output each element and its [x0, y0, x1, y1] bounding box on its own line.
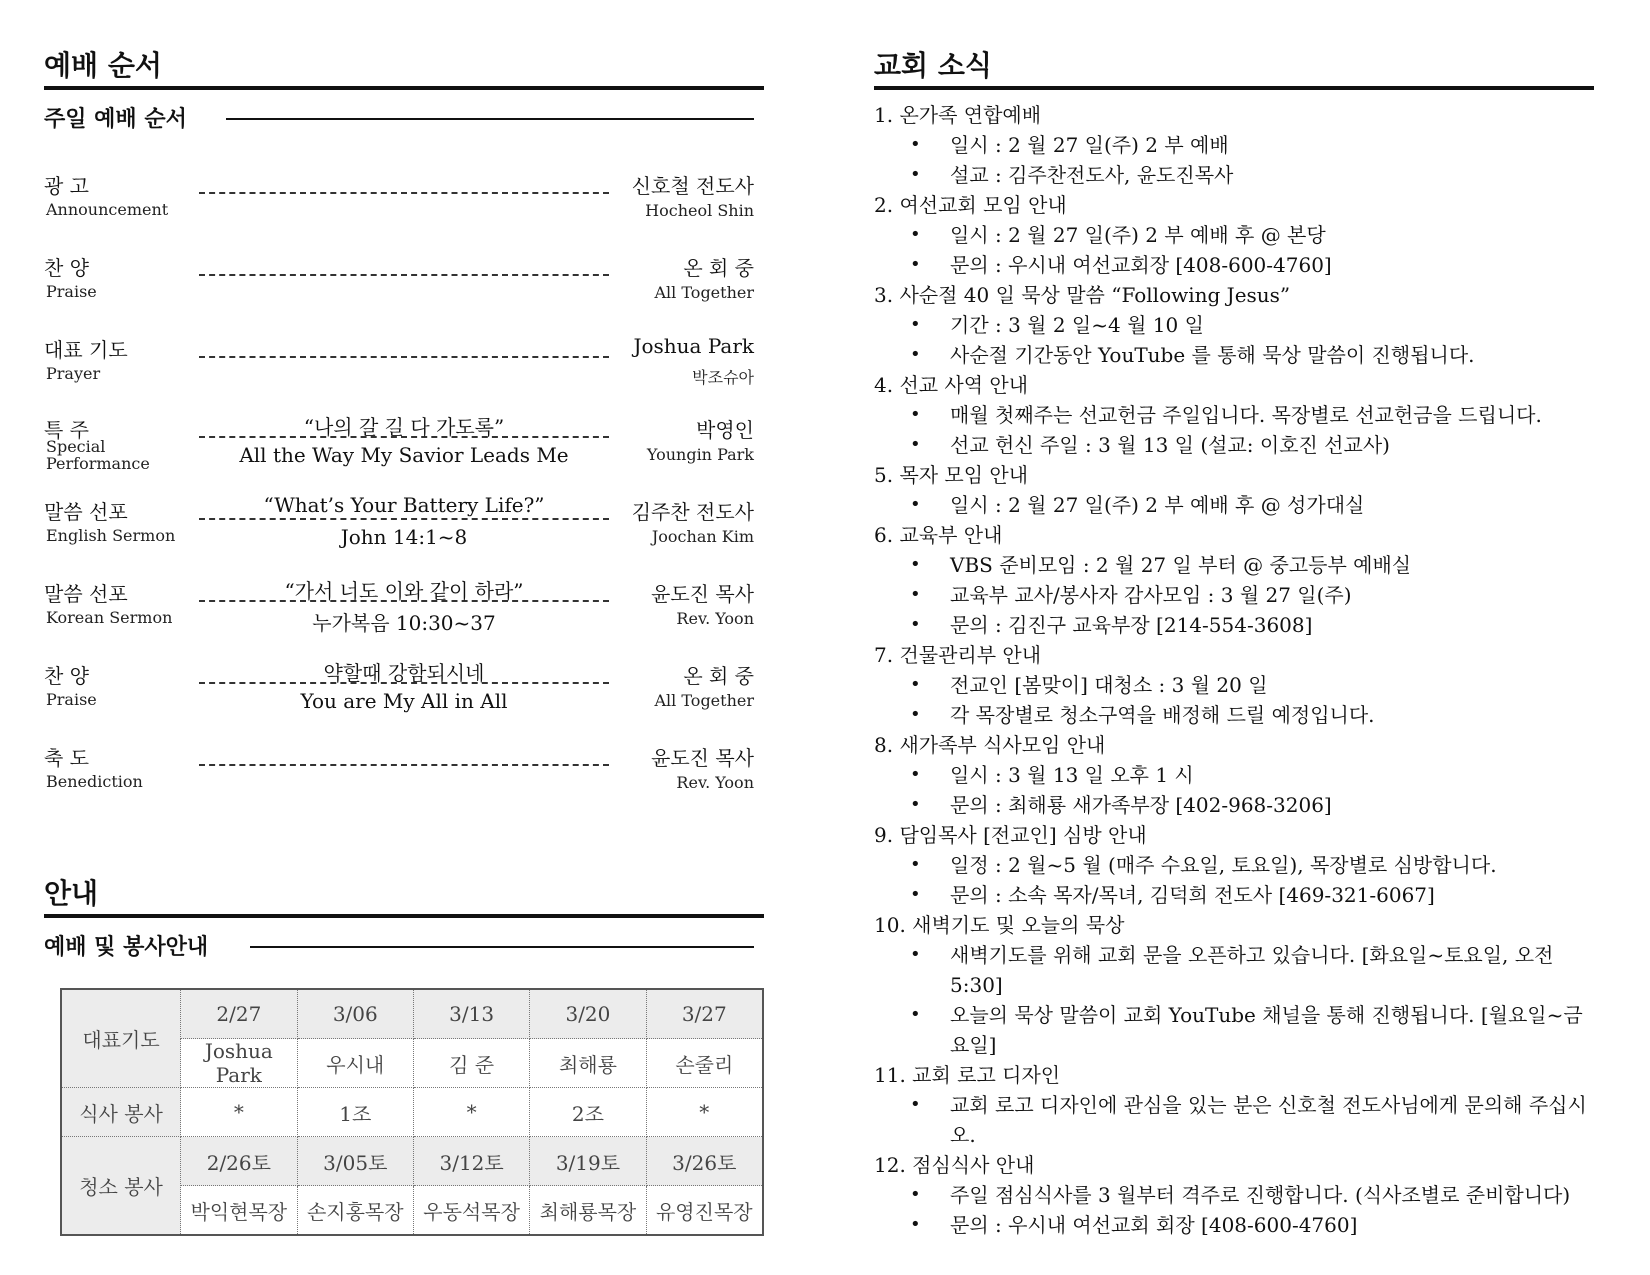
news-bullet: • 일시 : 3 월 13 일 오후 1 시	[950, 760, 1600, 790]
order-leader-ko: 온 회 중	[683, 664, 754, 688]
prayer-date: 3/20	[530, 989, 646, 1039]
news-item	[874, 460, 1600, 520]
order-subtitle: You are My All in All	[300, 689, 508, 713]
order-item-english-sermon	[44, 493, 754, 562]
news-bullet: • 문의 : 최해룡 새가족부장 [402-968-3206]	[950, 790, 1600, 820]
news-item-heading: 11. 교회 로고 디자인	[874, 1063, 1061, 1087]
order-item-prayer	[44, 334, 754, 400]
news-bullet: • 문의 : 우시내 여선교회 회장 [408-600-4760]	[950, 1210, 1600, 1240]
title-divider	[44, 86, 764, 90]
news-bullet: • VBS 준비모임 : 2 월 27 일 부터 @ 중고등부 예배실	[950, 550, 1600, 580]
news-bullet: • 교육부 교사/봉사자 감사모임 : 3 월 27 일(주)	[950, 580, 1600, 610]
news-bullet: • 문의 : 소속 목자/목녀, 김덕희 전도사 [469-321-6067]	[950, 880, 1600, 910]
order-leader-en: Rev. Yoon	[676, 609, 754, 628]
prayer-name: Joshua Park	[181, 1039, 298, 1088]
order-subtitle: John 14:1~8	[340, 525, 468, 549]
news-item	[874, 640, 1600, 730]
sunday-order-subtitle: 주일 예배 순서	[44, 107, 187, 132]
news-item-heading: 7. 건물관리부 안내	[874, 643, 1042, 667]
meal-value: 1조	[297, 1088, 413, 1137]
meal-value: *	[413, 1088, 529, 1137]
news-bullet: • 전교인 [봄맞이] 대청소 : 3 월 20 일	[950, 670, 1600, 700]
meal-row-label: 식사 봉사	[61, 1088, 181, 1137]
order-en-label: Prayer	[46, 364, 101, 383]
prayer-name: 최해룡	[530, 1039, 646, 1088]
news-bullet: • 주일 점심식사를 3 월부터 격주로 진행합니다. (식사조별로 준비합니다)	[950, 1180, 1600, 1210]
order-leader-ko: Joshua Park	[633, 334, 754, 358]
order-en-label: English Sermon	[46, 526, 176, 545]
order-en-label: Praise	[46, 282, 97, 301]
news-bullet: • 일시 : 2 월 27 일(주) 2 부 예배	[950, 130, 1600, 160]
news-bullet: • 선교 헌신 주일 : 3 월 13 일 (설교: 이호진 선교사)	[950, 430, 1600, 460]
order-item-korean-sermon	[44, 578, 754, 644]
news-item	[874, 520, 1600, 640]
prayer-date: 3/27	[646, 989, 763, 1039]
order-subtitle: All the Way My Savior Leads Me	[239, 443, 569, 467]
clean-group: 손지홍목장	[297, 1186, 413, 1236]
news-item-heading: 2. 여선교회 모임 안내	[874, 193, 1067, 217]
news-item	[874, 910, 1600, 1060]
order-ko-label: 특 주	[44, 418, 89, 442]
news-bullet: • 오늘의 묵상 말씀이 교회 YouTube 채널을 통해 진행됩니다. [월요일~금요일]	[950, 1000, 1600, 1060]
news-bullet: • 기간 : 3 월 2 일~4 월 10 일	[950, 310, 1600, 340]
news-bullet: • 새벽기도를 위해 교회 문을 오픈하고 있습니다. [화요일~토요일, 오전 5:30]	[950, 940, 1600, 1000]
table-row	[61, 1088, 763, 1137]
order-ko-label: 말씀 선포	[44, 582, 128, 606]
order-leader-ko: 김주찬 전도사	[631, 500, 754, 524]
table-row	[61, 989, 763, 1039]
prayer-name: 우시내	[297, 1039, 413, 1088]
news-item-heading: 10. 새벽기도 및 오늘의 묵상	[874, 913, 1125, 937]
news-title-divider	[874, 86, 1594, 90]
clean-group: 최해룡목장	[530, 1186, 646, 1236]
prayer-name: 손줄리	[646, 1039, 763, 1088]
order-ko-label: 찬 양	[44, 256, 89, 280]
order-en-label: Praise	[46, 690, 97, 709]
prayer-date: 2/27	[181, 989, 298, 1039]
news-bullet: • 문의 : 우시내 여선교회장 [408-600-4760]	[950, 250, 1600, 280]
order-title: “나의 갈 길 다 가도록”	[303, 415, 505, 439]
order-ko-label: 말씀 선포	[44, 500, 128, 524]
news-bullet: • 일정 : 2 월~5 월 (매주 수요일, 토요일), 목장별로 심방합니다.	[950, 850, 1600, 880]
order-title: 약할때 강함되시네	[323, 661, 485, 685]
order-leader-en: All Together	[654, 283, 754, 302]
order-leader-ko: 온 회 중	[683, 256, 754, 280]
subtitle-divider	[226, 118, 754, 120]
news-bullet: • 문의 : 김진구 교육부장 [214-554-3608]	[950, 610, 1600, 640]
church-news-title: 교회 소식	[874, 49, 992, 82]
news-bullet: • 설교 : 김주찬전도사, 윤도진목사	[950, 160, 1600, 190]
prayer-name: 김 준	[413, 1039, 529, 1088]
order-ko-label: 광 고	[44, 174, 89, 198]
order-title: “가서 너도 이와 같이 하라”	[284, 579, 524, 603]
clean-date: 3/12토	[413, 1137, 529, 1186]
news-item-heading: 6. 교육부 안내	[874, 523, 1003, 547]
news-item	[874, 370, 1600, 460]
order-leader-en: Joochan Kim	[651, 527, 754, 546]
prayer-date: 3/06	[297, 989, 413, 1039]
dotted-leader	[199, 518, 609, 520]
order-leader-en: All Together	[654, 691, 754, 710]
clean-group: 우동석목장	[413, 1186, 529, 1236]
clean-date: 3/26토	[646, 1137, 763, 1186]
news-item	[874, 190, 1600, 280]
info-title: 안내	[44, 877, 99, 910]
prayer-date: 3/13	[413, 989, 529, 1039]
dotted-leader	[199, 274, 609, 276]
news-item	[874, 730, 1600, 820]
order-subtitle: 누가복음 10:30~37	[312, 611, 496, 635]
news-item-heading: 4. 선교 사역 안내	[874, 373, 1029, 397]
worship-order-title: 예배 순서	[44, 49, 162, 82]
news-item	[874, 1060, 1600, 1150]
clean-date: 2/26토	[181, 1137, 298, 1186]
order-ko-label: 축 도	[44, 746, 89, 770]
clean-row-label: 청소 봉사	[61, 1137, 181, 1236]
dotted-leader	[199, 356, 609, 358]
service-info-subtitle: 예배 및 봉사안내	[44, 935, 209, 960]
order-leader-en: 박조슈아	[692, 368, 754, 387]
dotted-leader	[199, 764, 609, 766]
prayer-row-label: 대표기도	[61, 989, 181, 1088]
order-leader-en: Youngin Park	[646, 445, 754, 464]
info-title-divider	[44, 914, 764, 918]
meal-value: 2조	[530, 1088, 646, 1137]
order-en-label: Benediction	[46, 772, 143, 791]
service-subtitle-divider	[250, 946, 754, 948]
news-item-heading: 9. 담임목사 [전교인] 심방 안내	[874, 823, 1147, 847]
order-leader-ko: 윤도진 목사	[651, 582, 754, 606]
order-leader-en: Rev. Yoon	[676, 773, 754, 792]
order-en-label: Announcement	[46, 200, 169, 219]
news-bullet: • 교회 로고 디자인에 관심을 있는 분은 신호철 전도사님에게 문의해 주십시오.	[950, 1090, 1600, 1150]
order-item-praise	[44, 252, 754, 318]
clean-group: 박익현목장	[181, 1186, 298, 1236]
clean-group: 유영진목장	[646, 1186, 763, 1236]
order-item-benediction	[44, 742, 754, 808]
news-item-heading: 12. 점심식사 안내	[874, 1153, 1035, 1177]
order-leader-en: Hocheol Shin	[645, 201, 754, 220]
table-row	[61, 1137, 763, 1186]
news-item	[874, 280, 1600, 370]
news-bullet: • 일시 : 2 월 27 일(주) 2 부 예배 후 @ 본당	[950, 220, 1600, 250]
news-item-heading: 3. 사순절 40 일 묵상 말씀 “Following Jesus”	[874, 283, 1291, 307]
service-schedule-table	[60, 988, 764, 1236]
news-item-heading: 5. 목자 모임 안내	[874, 463, 1029, 487]
news-item	[874, 100, 1600, 190]
order-item-special	[44, 414, 754, 480]
meal-value: *	[181, 1088, 298, 1137]
order-ko-label: 찬 양	[44, 664, 89, 688]
news-item-heading: 8. 새가족부 식사모임 안내	[874, 733, 1106, 757]
order-leader-ko: 박영인	[696, 418, 754, 442]
news-bullet: • 각 목장별로 청소구역을 배정해 드릴 예정입니다.	[950, 700, 1600, 730]
order-item-announcement	[44, 170, 754, 236]
news-bullet: • 매월 첫째주는 선교헌금 주일입니다. 목장별로 선교헌금을 드립니다.	[950, 400, 1600, 430]
news-bullet: • 일시 : 2 월 27 일(주) 2 부 예배 후 @ 성가대실	[950, 490, 1600, 520]
clean-date: 3/19토	[530, 1137, 646, 1186]
church-news-list	[874, 100, 1600, 1240]
news-item-heading: 1. 온가족 연합예배	[874, 103, 1042, 127]
order-ko-label: 대표 기도	[44, 338, 128, 362]
clean-date: 3/05토	[297, 1137, 413, 1186]
order-item-closing-praise	[44, 660, 754, 726]
order-leader-ko: 윤도진 목사	[651, 746, 754, 770]
news-item	[874, 1150, 1600, 1240]
news-item	[874, 820, 1600, 910]
dotted-leader	[199, 192, 609, 194]
order-en-label: Korean Sermon	[46, 608, 173, 627]
order-en-label: Special Performance	[46, 437, 150, 473]
meal-value: *	[646, 1088, 763, 1137]
order-title: “What’s Your Battery Life?”	[263, 493, 545, 517]
order-leader-ko: 신호철 전도사	[631, 174, 754, 198]
news-bullet: • 사순절 기간동안 YouTube 를 통해 묵상 말씀이 진행됩니다.	[950, 340, 1600, 370]
